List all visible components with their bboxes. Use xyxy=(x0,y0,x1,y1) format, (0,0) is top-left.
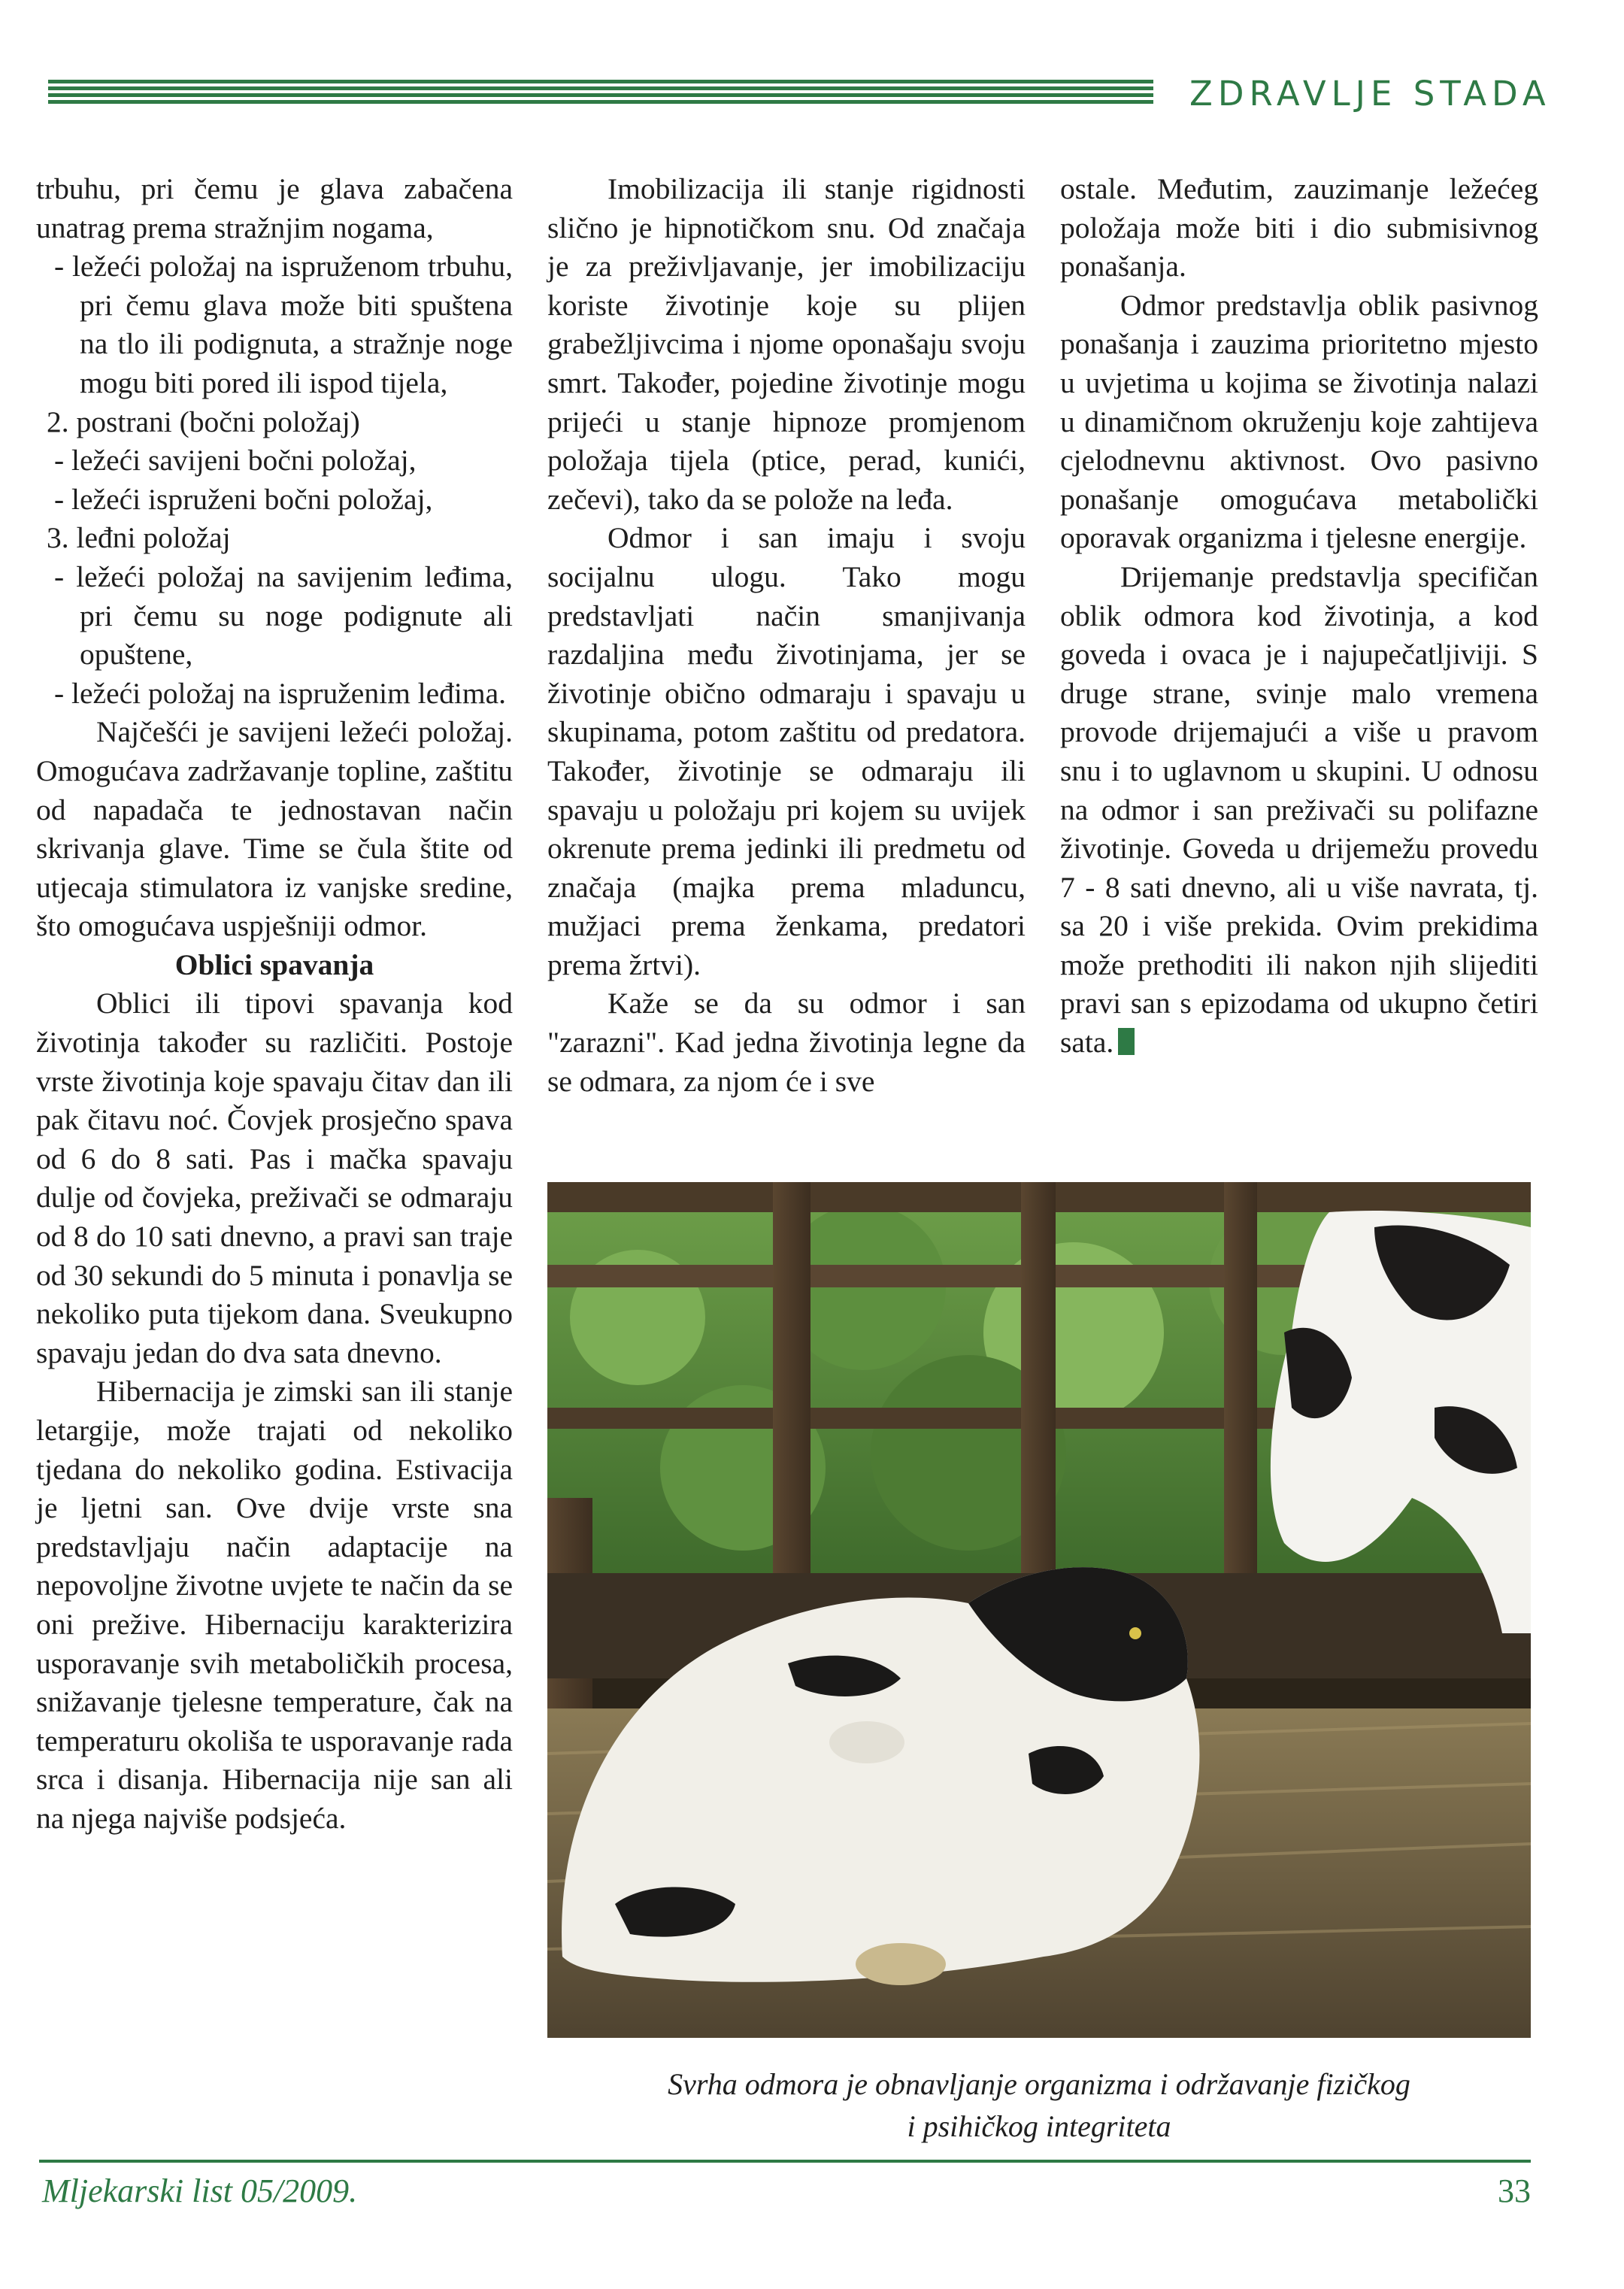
paragraph: - ležeći položaj na savijenim leđima, pri čemu su noge podignute ali opuštene, xyxy=(54,559,513,672)
paragraph: Najčešći je savijeni ležeći položaj. Omogućava zadržavanje topline, zaštitu od napadača te jednostavan način skrivanja glave. Time se čula štite od utjecaja stimulatora iz vanjske sredine, što omogućava uspješniji odmor. xyxy=(36,715,513,943)
paragraph: Imobilizacija ili stanje rigidnosti slično je hipnotičkom snu. Od značaja je za preživljavanje, jer imobilizaciju koriste životinje koje su plijen grabežljivcima i njome oponašaju svoju smrt. Također, pojedine životinje mogu prijeći u stanje hipnoze promjenom položaja tijela (ptice, perad, kunići, zečevi), tako da se polože na leđa. xyxy=(547,172,1026,516)
paragraph: - ležeći položaj na ispruženim leđima. xyxy=(54,676,507,710)
page-number: 33 xyxy=(1498,2172,1531,2209)
paragraph: - ležeći savijeni bočni položaj, xyxy=(54,444,417,478)
photo-caption xyxy=(547,2063,1531,2148)
paragraph: 2. postrani (bočni položaj) xyxy=(47,405,360,438)
paragraph: Drijemanje predstavlja specifičan oblik odmora kod životinja, a kod goveda i ovaca je i najupečatljiviji. S druge strane, svinje malo vremena provode drijemajući a više u pravom snu i to uglavnom u skupini. U odnosu na odmor i san preživači su polifazne životinje. Goveda u drijemežu provedu 7 - 8 sati dnevno, ali u više navrata, tj. sa 20 i više prekida. Ovim prekidima može prethoditi ili nakon njih slijediti pravi san s epizodama od ukupno četiri sata. xyxy=(1060,559,1538,1060)
paragraph: - ležeći položaj na ispruženom trbuhu, pri čemu glava može biti spuštena na tlo ili podignuta, a stražnje noge mogu biti pored ili ispod tijela, xyxy=(54,250,513,399)
paragraph: Oblici ili tipovi spavanja kod životinja također su različiti. Postoje vrste životinja koje spavaju čitav dan ili pak čitavu noć. Čovjek prosječno spava od 6 do 8 sati. Pas i mačka spavaju dulje od čovjeka, preživači se odmaraju od 8 do 10 sati dnevno, a pravi san traje od 30 sekundi do 5 minuta i ponavlja se nekoliko puta tijekom dana. Sveukupno spavaju jedan do dva sata dnevno. xyxy=(36,987,513,1369)
section-subheading: Oblici spavanja xyxy=(174,947,374,981)
paragraph: Hibernacija je zimski san ili stanje letargije, može trajati od nekoliko tjedana do nekoliko godina. Estivacija je ljetni san. Ove dvije vrste sna predstavljaju način adaptacije na nepovoljne životne uvjete te način da se oni prežive. Hibernaciju karakterizira usporavanje svih metaboličkih procesa, snižavanje tjelesne temperature, čak na temperaturu okoliša te usporavanje rada srca i disanja. Hibernacija nije san ali na njega najviše podsjeća. xyxy=(36,1375,513,1835)
paragraph: Odmor predstavlja oblik pasivnog ponašanja i zauzima prioritetno mjesto u uvjetima u kojima se životinja nalazi u dinamičnom okruženju koje zahtijeva cjelodnevnu aktivnost. Ovo pasivno ponašanje omogućava metabolički oporavak organizma i tjelesne energije. xyxy=(1060,288,1538,555)
header-rule xyxy=(48,80,1153,105)
cow-photo xyxy=(547,1182,1531,2038)
paragraph: 3. leđni položaj xyxy=(47,521,231,555)
paragraph: ostale. Međutim, zauzimanje ležećeg položaja može biti i dio submisivnog ponašanja. xyxy=(1060,172,1538,283)
end-of-article-mark xyxy=(1118,1028,1135,1055)
paragraph: trbuhu, pri čemu je glava zabačena unatrag prema stražnjim nogama, xyxy=(36,172,513,244)
text-column-2 xyxy=(547,170,1026,1101)
caption-line-2: i psihičkog integriteta xyxy=(907,2109,1171,2143)
footer-rule xyxy=(39,2160,1531,2163)
text-column-3 xyxy=(1060,170,1538,1063)
caption-line-1: Svrha odmora je obnavljanje organizma i održavanje fizičkog xyxy=(668,2067,1410,2101)
paragraph: - ležeći ispruženi bočni položaj, xyxy=(54,482,433,516)
paragraph: Kaže se da su odmor i san "zarazni". Kad jedna životinja legne da se odmara, za njom će i sve xyxy=(547,987,1026,1098)
publication-name: Mljekarski list 05/2009. xyxy=(42,2172,358,2209)
paragraph: Odmor i san imaju i svoju socijalnu ulogu. Tako mogu predstavljati način smanjivanja razdaljina među životinjama, jer se životinje obično odmaraju i spavaju u skupinama, potom zaštitu od predatora. Također, životinje se odmaraju ili spavaju u položaju pri kojem su uvijek okrenute prema jedinki ili predmetu od značaja (majka prema mladuncu, mužjaci prema ženkama, predatori prema žrtvi). xyxy=(547,521,1026,981)
section-title: ZDRAVLJE STADA xyxy=(1189,74,1551,114)
text-column-1 xyxy=(36,170,513,1839)
